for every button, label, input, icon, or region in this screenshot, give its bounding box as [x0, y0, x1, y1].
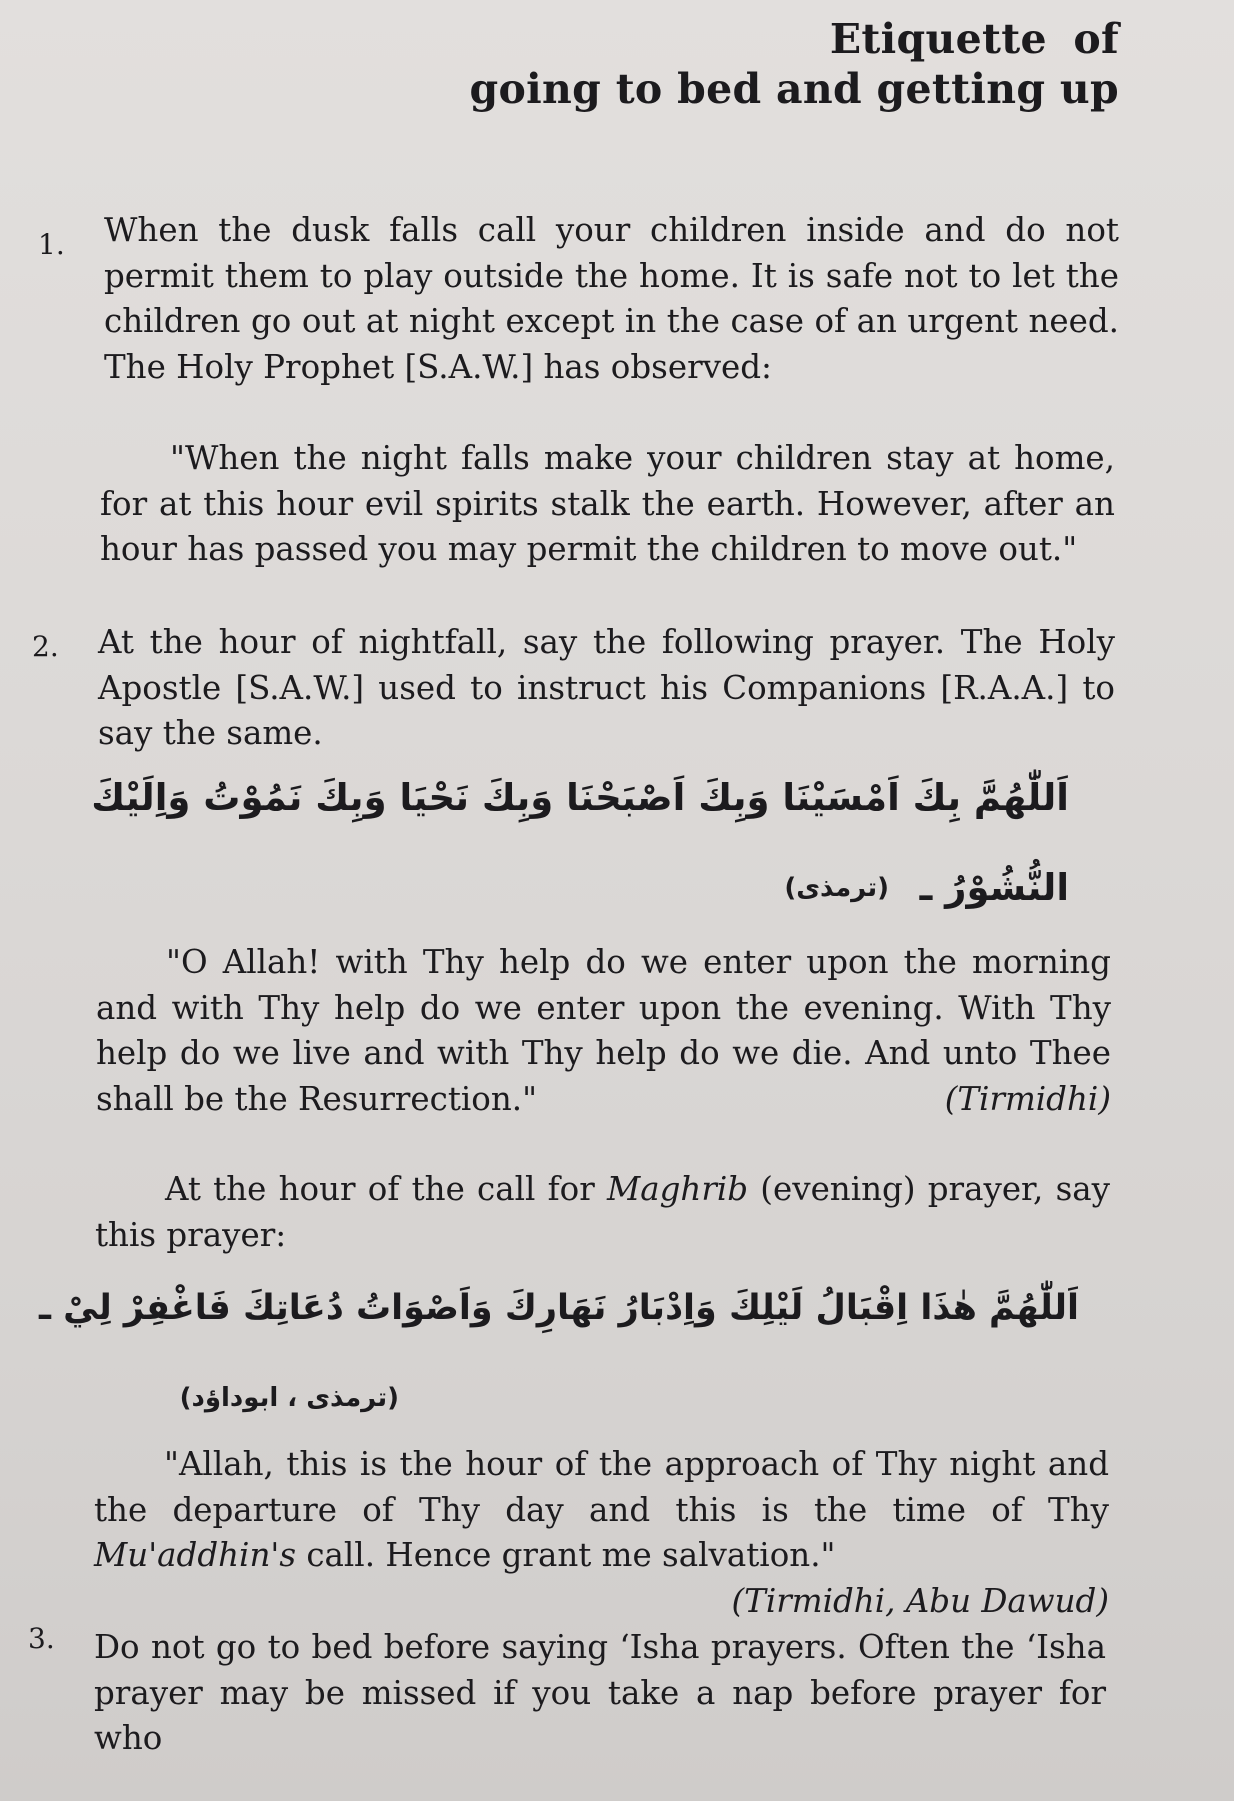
translation2-text-b: call. Hence grant me salvation."	[296, 1536, 836, 1574]
item-1-text: When the dusk falls call your children inside and do not permit them to play outside the home. It is safe not to let the children go out at night except in the case of an urgent need. The Holy Prophet [S.A.W.] has observed:	[104, 211, 1119, 386]
arabic-prayer-line-1: اَللّٰهُمَّ بِكَ اَمْسَيْنَا وَبِكَ اَصْبَحْنَا وَبِكَ نَحْيَا وَبِكَ نَمُوْتُ وَاِلَيْكَ	[91, 776, 1069, 819]
item-number-1: 1.	[38, 228, 65, 261]
arabic-prayer-line-2: النُّشُوْرُ ـ	[919, 866, 1069, 909]
title-line-2: going to bed and getting up	[469, 65, 1119, 113]
maghrib-intro	[95, 1167, 1110, 1258]
item-1-quote: "When the night falls make your children stay at home, for at this hour evil spirits stalk the earth. However, after an hour has passed you may permit the children to move out."	[100, 439, 1115, 568]
item-3-text: Do not go to bed before saying ‘Isha prayers. Often the ‘Isha prayer may be missed if you take a nap before prayer for who	[94, 1628, 1106, 1757]
page-title	[470, 14, 1119, 114]
arabic-source-2: (ترمذی ، ابوداؤد)	[179, 1383, 399, 1413]
title-line-1: Etiquette of	[829, 15, 1119, 63]
item-number-2: 2.	[32, 630, 59, 663]
item-2-text: At the hour of nightfall, say the following prayer. The Holy Apostle [S.A.W.] used to instruct his Companions [R.A.A.] to say the same.	[98, 623, 1115, 752]
translation-citation: (Tirmidhi)	[944, 1079, 1111, 1118]
translation2-citation: (Tirmidhi, Abu Dawud)	[731, 1581, 1109, 1620]
maghrib-intro-after: (evening) prayer, say this prayer:	[95, 1170, 1110, 1254]
translation2-text-a: "Allah, this is the hour of the approach of Thy night and the departure of Thy day and this is the time of Thy	[94, 1445, 1109, 1529]
item-2-translation-2	[94, 1442, 1109, 1624]
maghrib-word: Maghrib	[606, 1170, 749, 1208]
maghrib-intro-before: At the hour of the call for	[165, 1170, 607, 1208]
item-2-translation	[96, 940, 1111, 1122]
translation2-italic: Mu'addhin's	[94, 1536, 296, 1574]
item-number-3: 3.	[28, 1622, 55, 1655]
arabic-prayer-2: اَللّٰهُمَّ هٰذَا اِقْبَالُ لَيْلِكَ وَاِدْبَارُ نَهَارِكَ وَاَصْوَاتُ دُعَاتِكَ فَاغْفِرْ لِيْ ـ	[39, 1288, 1079, 1328]
arabic-source-1: (ترمذی)	[784, 873, 889, 903]
translation-text: "O Allah! with Thy help do we enter upon the morning and with Thy help do we enter upon the evening. With Thy help do we live and with Thy help do we die. And unto Thee shall be the Resurrection."	[96, 943, 1111, 1118]
